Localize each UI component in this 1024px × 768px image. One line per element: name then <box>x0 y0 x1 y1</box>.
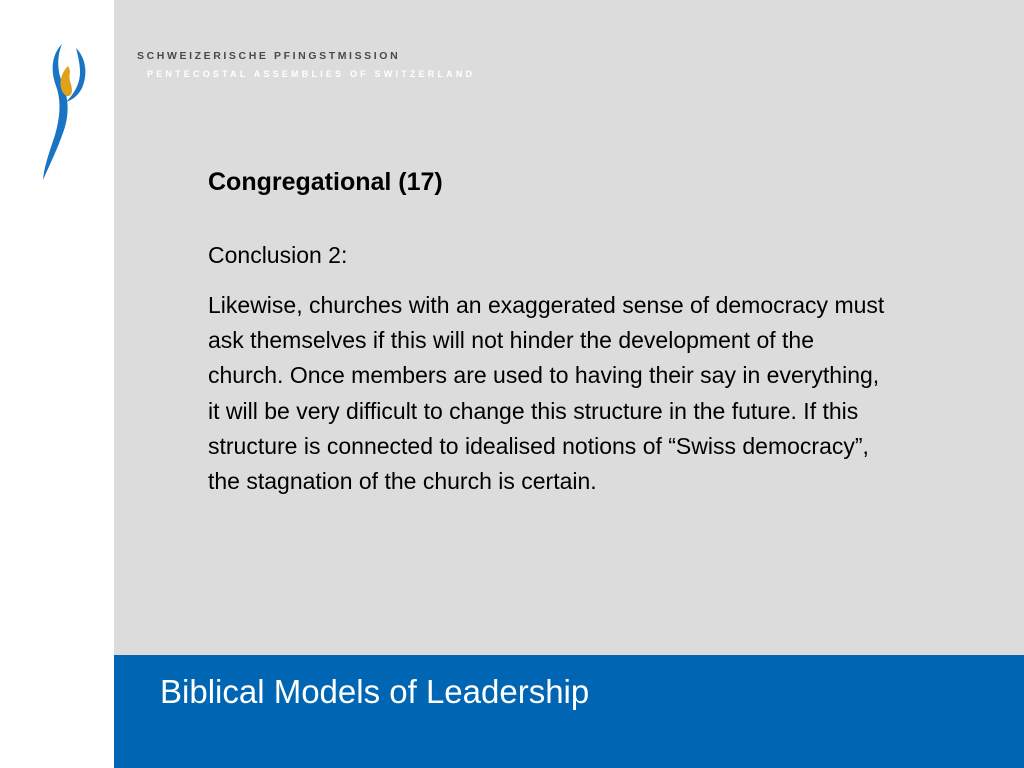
flame-logo-icon <box>38 40 94 185</box>
slide-body-text: Likewise, churches with an exaggerated sense of democracy must ask themselves if this will not hinder the development of the church. Once members are used to having their say in everything, it will be very difficult to change this structure in the future. If this structure is connected to idealised notions of “Swiss democracy”, the stagnation of the church is certain. <box>208 292 885 495</box>
footer-title: Biblical Models of Leadership <box>160 673 590 710</box>
organization-subname: PENTECOSTAL ASSEMBLIES OF SWITZERLAND <box>147 69 476 79</box>
slide-subheading: Conclusion 2: <box>208 242 348 268</box>
slide-title: Congregational (17) <box>208 168 443 196</box>
footer-band <box>114 655 1024 768</box>
organization-name: SCHWEIZERISCHE PFINGSTMISSION <box>137 50 401 62</box>
